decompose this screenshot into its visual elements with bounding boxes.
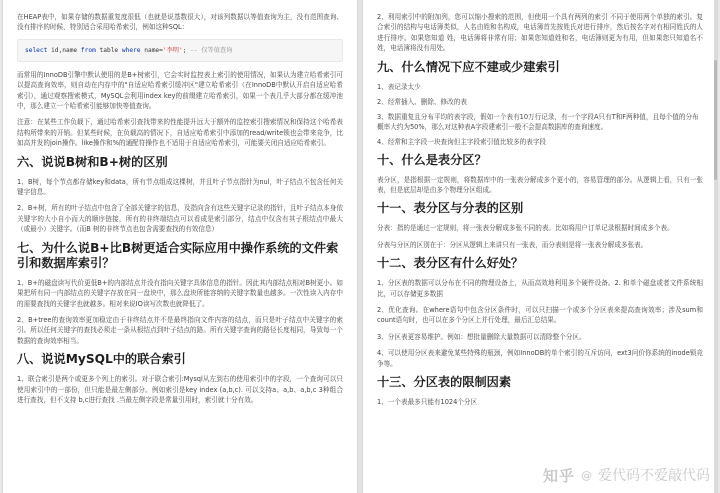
list-item: 2、经常插入、删除、修改的表 [377, 97, 467, 106]
watermark-at: @ [581, 468, 592, 482]
paragraph: 分表：指的是通过一定规则，将一张表分解成多张不同的表。比如将用户订单记录根据时间成多个表。 [377, 224, 674, 233]
scrollbar[interactable] [714, 0, 717, 493]
paragraph: 而常用的InnoDB引擎中默认使用的是B+树索引，它会实时监控表上索引的使用情况，如果认为建立哈希索引可以提高查询效率，则自动在内存中的"自适应哈希索引缓冲区"建立哈希索引（在InnoDB中默认开启自适应哈希索引），通过观察搜索模式，MySQL会利用index key的前缀建立哈希索引，如果一个表几乎大部分都在缓冲池中，那么建立一个哈希索引能够加快等值查询。 [17, 70, 343, 111]
code-block [17, 39, 343, 62]
paragraph: 1、B树，每个节点都存储key和data，所有节点组成这棵树，并且叶子节点指针为nul，叶子结点不包含任何关键字信息。 [17, 177, 343, 197]
paragraph: 1、B+的磁盘读写代价更低B+的内部结点并没有指向关键字具体信息的指针。因此其内部结点相对B树更小。如果把所有同一内部结点的关键字存放在同一盘块中，那么盘块所能容纳的关键字数量也越多。一次性读入内存中的需要查找的关键字也就越多。相对来说IO读写次数也就降低了。 [17, 278, 343, 308]
paragraph: 表分区，是指根据一定规则，将数据库中的一张表分解成多个更小的，容易管理的部分。从逻辑上看，只有一张表，但是底层却是由多个物理分区组成。 [377, 175, 703, 195]
code-keyword: select [25, 46, 48, 54]
document-page-right [362, 0, 718, 493]
code-keyword: from [80, 46, 96, 54]
section-heading: 八、说说MySQL中的联合索引 [17, 352, 186, 367]
scrollbar-thumb[interactable] [714, 60, 717, 180]
paragraph: 注意：在某些工作负载下，通过哈希索引查找带来的性能提升远大于额外的监控索引搜索情况和保持这个哈希表结构所带来的开销。但某些时候，在负载高的情况下，自适应哈希索引中添加的read/write锁也会带来竞争，比如高并发的join操作。like操作和%的通配符操作也不适用于自适应哈希索引，可能要关闭自适应哈希索引。 [17, 118, 343, 148]
list-item: 1、表记录太少 [377, 82, 421, 91]
watermark [543, 464, 710, 486]
paragraph: 2、优化查询。在where语句中包含分区条件时，可以只扫描一个或多个分区表来提高查询效率；涉及sum和count语句时，也可以在多个分区上并行处理，最后汇总结果。 [377, 306, 703, 325]
code-text: name= [140, 46, 163, 54]
paragraph: 分表与分区的区别在于：分区从逻辑上来讲只有一张表，而分表则是将一张表分解成多张表。 [377, 240, 648, 249]
paragraph: 在HEAP表中，如果存储的数据重复度很低（也就是说基数很大），对该列数据以等值查询为主，没有范围查询、没有排序的时候，特别适合采用哈希索引，例如这种SQL： [17, 13, 343, 32]
section-heading: 十、什么是表分区？ [377, 152, 487, 167]
list-item: 1、一个表最多只能有1024个分区 [377, 398, 478, 407]
watermark-author: 爱代码不爱敲代码 [598, 468, 710, 484]
code-comment: -- 仅等值查询 [190, 46, 233, 54]
code-keyword: where [121, 46, 141, 54]
list-item: 4、经常和主字段一块查询但主字段索引值比较多的表字段 [377, 138, 547, 147]
code-string: '李明' [162, 46, 183, 54]
section-heading: 七、为什么说B+比B树更适合实际应用中操作系统的文件索引和数据库索引？ [17, 240, 339, 270]
section-heading: 十二、表分区有什么好处？ [377, 256, 524, 271]
list-item: 3、数据重复且分布平均的表字段，假如一个表有10万行记录，有一个字段A只有T和F两种值，且每个值的分布概率大约为50%，那么对这种表A字段建索引一般不会提高数据库的查询速度。 [377, 113, 699, 132]
code-text: table [95, 46, 122, 54]
section-heading: 十三、分区表的限制因素 [377, 375, 512, 390]
paragraph: 2、B+树，所有的叶子结点中包含了全部关键字的信息，及指向含有这些关键字记录的指针，且叶子结点本身依关键字的大小自小而大的顺序链接，所有的非终端结点可以看成是索引部分，结点中仅含有其子根结点中最大（或最小）关键字。（而B 树的非终节点也包含需要查找的有效信息） [17, 204, 343, 234]
paragraph: 3、分区表更容易维护。例如：想批量删除大量数据可以清除整个分区。 [377, 332, 586, 341]
paragraph: 2、利用索引中的附加列，您可以缩小搜索的范围，但使用一个具有两列的索引 不同于使用两个单独的索引。复合索引的结构与电话簿类似，人名由姓和名构成，电话簿首先按姓氏对进行排序，然后按名字对有相同姓氏的人进行排序。如果您知道 姓，电话簿将非常有用；如果您知道姓和名，电话簿则更为有用，但如果您只知道名不姓，电话簿将没有用处。 [377, 13, 703, 53]
section-heading: 六、说说B树和B+树的区别 [17, 154, 168, 169]
paragraph: 4、可以使用分区表来避免某些特殊的瓶颈，例如InnoDB的单个索引的互斥访问，ext3问价你系统的inode锁竞争等。 [377, 349, 703, 368]
document-page-left [2, 0, 358, 493]
paragraph: 1、联合索引是两个或更多个列上的索引。对于联合索引:Mysql从左到右的使用索引中的字段，一个查询可以只使用索引中的一部份，但只能是最左侧部分。例如索引是key index (a,b,c). 可以支持a、a,b、a,b,c 3种组合进行查找，但不支持 b,c进行查找 .当最左侧字段是常量引用时，索引就十分有效。 [17, 375, 343, 404]
code-text: id,name [47, 46, 81, 54]
zhihu-logo-icon: 知乎 [542, 466, 575, 485]
code-text: ; [182, 46, 191, 54]
section-heading: 九、什么情况下应不建或少建索引 [377, 59, 560, 74]
paragraph: 1、分区表的数据可以分布在不同的物理设备上，从而高效地利用多个硬件设备。2. 和单个磁盘或者文件系统相比，可以存储更多数据 [377, 279, 703, 298]
paragraph: 2、B+tree的查询效率更加稳定由于非终结点并不是最终指向文件内容的结点，而只是叶子结点中关键字的索引。所以任何关键字的查找必须走一条从根结点到叶子结点的路。所有关键字查询的路径长度相同，导致每一个数据的查询效率相当。 [17, 315, 343, 345]
section-heading: 十一、表分区与分表的区别 [377, 201, 524, 216]
